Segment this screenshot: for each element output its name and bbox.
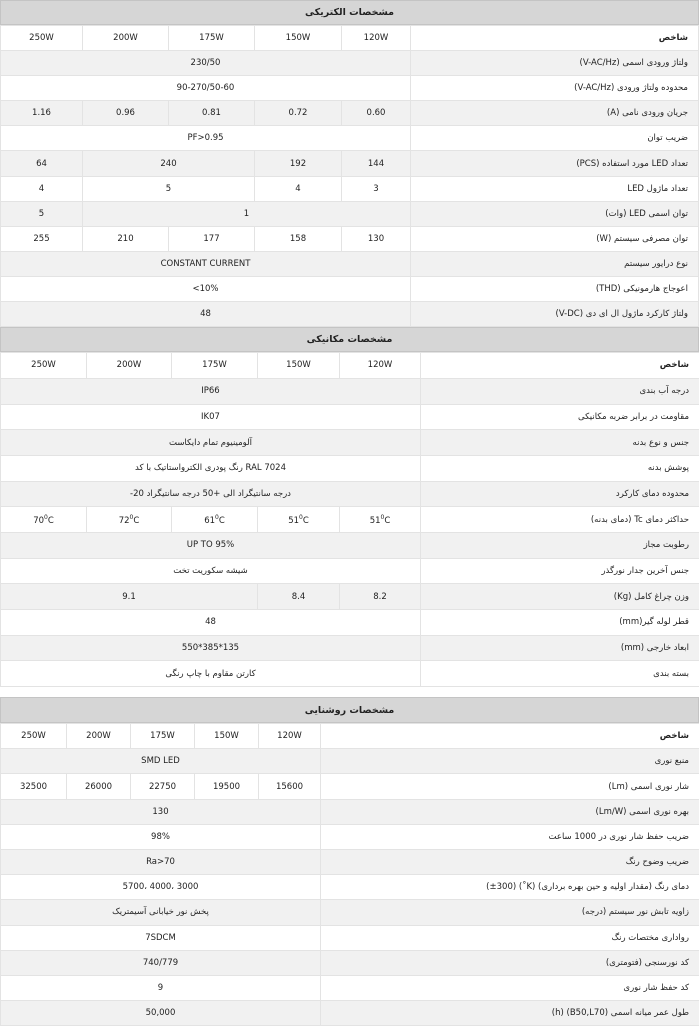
cell-text: 22750 [149,782,176,792]
cell-text: کارتن مقاوم با چاپ رنگی [165,669,255,679]
value-cell [1,455,421,481]
cell-text: 250W [31,360,56,370]
cell-text: 200W [113,33,138,43]
spec-label: زاویه تابش نور سیستم (درجه) [321,900,699,925]
photometric-spec-table [0,723,699,1026]
cell-text: 8.4 [292,592,306,602]
table-row [1,900,699,925]
cell-text: 130 [368,234,384,244]
value-cell [340,507,421,533]
spec-label: محدوده ولتاژ ورودی (V-AC/Hz) [411,76,699,101]
column-header-cell [87,353,172,379]
cell-text: 4 [295,184,300,194]
table-row [1,875,699,900]
temperature-unit: C [48,516,54,526]
temperature-unit: C [133,516,139,526]
table-row [1,176,699,201]
value-cell [1,661,421,687]
cell-text: 250W [29,33,54,43]
table-row [1,201,699,226]
table-row [1,481,699,507]
spec-label: کد نورسنجی (فتومتری) [321,950,699,975]
value-cell [1,226,83,251]
degree-superscript: 0 [130,514,134,521]
cell-text: 98% [151,832,170,842]
spec-label: رطوبت مجاز [421,532,699,558]
cell-text: 48 [205,617,216,627]
spec-label: حداکثر دمای Tc (دمای بدنه) [421,507,699,533]
table-row [1,507,699,533]
table-row [1,975,699,1000]
spec-label: درجه آب بندی [421,378,699,404]
table-row [1,661,699,687]
cell-text: 250W [21,731,46,741]
cell-text: 144 [368,159,384,169]
degree-superscript: 0 [44,514,48,521]
spec-label: پوشش بدنه [421,455,699,481]
table-row [1,925,699,950]
value-cell [259,774,321,799]
spec-label: دمای رنگ (مقدار اولیه و حین بهره برداری) (K˚) (±300) [321,875,699,900]
mechanical-spec-table [0,352,699,687]
value-cell [83,151,255,176]
value-cell [1,850,321,875]
table-row [1,455,699,481]
value-cell [1,610,421,636]
spec-label: مقاومت در برابر ضربه مکانیکی [421,404,699,430]
cell-text: پخش نور خیابانی آسیمتریک [112,907,209,917]
cell-text: 150W [214,731,239,741]
spec-label: توان اسمی LED (وات) [411,201,699,226]
value-cell [1,635,421,661]
spec-label: رواداری مختصات رنگ [321,925,699,950]
value-cell [1,481,421,507]
value-cell [1,774,67,799]
value-cell [1,975,321,1000]
value-cell [87,507,172,533]
table-row [1,226,699,251]
photometric-section [0,697,699,1026]
cell-text: 1 [244,209,249,219]
value-cell [67,774,131,799]
cell-text: 230/50 [191,58,221,68]
value-cell [1,151,83,176]
value-cell [83,201,411,226]
value-cell [169,226,255,251]
column-header-cell [340,353,421,379]
cell-text: CONSTANT CURRENT [161,259,251,269]
spec-label: ابعاد خارجی (mm) [421,635,699,661]
cell-text: 192 [290,159,306,169]
column-header-cell [131,724,195,749]
value-cell [255,176,342,201]
table-row [1,532,699,558]
value-cell [131,774,195,799]
spec-label: تعداد ماژول LED [411,176,699,201]
cell-text: 32500 [20,782,47,792]
table-row [1,151,699,176]
spec-label: جنس آخرین جدار نورگذر [421,558,699,584]
value-cell [1,875,321,900]
table-row [1,610,699,636]
cell-text: 200W [86,731,111,741]
value-cell [1,276,411,301]
cell-text: 210 [117,234,133,244]
column-header-cell [258,353,340,379]
cell-text: 0.72 [289,108,308,118]
cell-text: 50,000 [146,1008,176,1018]
cell-text: 5700، 4000، 3000 [123,882,199,892]
spec-label: بسته بندی [421,661,699,687]
table-row [1,251,699,276]
cell-text: 200W [117,360,142,370]
cell-text: 70 [33,516,44,526]
value-cell [342,176,411,201]
value-cell [169,101,255,126]
temperature-unit: C [219,516,225,526]
value-cell [1,950,321,975]
mechanical-section [0,327,699,687]
table-header-row [1,26,699,51]
cell-text: 48 [200,309,211,319]
value-cell [1,76,411,101]
cell-text: 0.60 [367,108,386,118]
index-header-label: شاخص [411,26,699,51]
spec-label: شار نوری اسمی (Lm) [321,774,699,799]
degree-superscript: 0 [381,514,385,521]
cell-text: 19500 [213,782,240,792]
value-cell [258,507,340,533]
cell-text: 9 [158,983,163,993]
value-cell [1,302,411,327]
spec-label: ضریب وضوح رنگ [321,850,699,875]
cell-text: -20 درجه سانتیگراد الی +50 درجه سانتیگراد [130,489,291,499]
value-cell [258,584,340,610]
degree-superscript: 0 [299,514,303,521]
value-cell [1,101,83,126]
cell-text: 150W [286,360,311,370]
spec-label: وزن چراغ کامل (Kg) [421,584,699,610]
cell-text: UP TO 95% [187,540,235,550]
cell-text: 175W [199,33,224,43]
column-header-cell [342,26,411,51]
cell-text: SMD LED [141,756,180,766]
value-cell [1,251,411,276]
spec-label: قطر لوله گیر(mm) [421,610,699,636]
column-header-cell [255,26,342,51]
value-cell [255,151,342,176]
value-cell [255,226,342,251]
cell-text: 3 [373,184,378,194]
degree-superscript: 0 [215,514,219,521]
table-row [1,584,699,610]
spec-label: بهره نوری اسمی (Lm/W) [321,799,699,824]
spec-label: ضریب حفظ شار نوری در 1000 ساعت [321,824,699,849]
cell-text: 740/779 [143,958,178,968]
cell-text: 1.16 [32,108,51,118]
cell-text: 120W [277,731,302,741]
table-row [1,749,699,774]
cell-text: 5 [39,209,44,219]
cell-text: 4 [39,184,44,194]
table-header-row [1,353,699,379]
value-cell [255,101,342,126]
spec-label: تعداد LED مورد استفاده (PCS) [411,151,699,176]
table-row [1,302,699,327]
value-cell [342,151,411,176]
table-row [1,404,699,430]
index-header-label: شاخص [421,353,699,379]
column-header-cell [83,26,169,51]
spec-label: اعوجاج هارمونیکی (THD) [411,276,699,301]
value-cell [1,824,321,849]
table-row [1,774,699,799]
cell-text: 51 [370,516,381,526]
section-title-photometric: مشخصات روشنایی [0,697,699,723]
value-cell [1,1001,321,1026]
cell-text: 120W [364,33,389,43]
section-title-electrical: مشخصات الکتریکی [0,0,699,25]
value-cell [1,749,321,774]
cell-text: 5 [166,184,171,194]
table-row [1,799,699,824]
column-header-cell [195,724,259,749]
value-cell [195,774,259,799]
table-row [1,558,699,584]
cell-text: 61 [204,516,215,526]
column-header-cell [1,353,87,379]
cell-text: 26000 [85,782,112,792]
cell-text: 64 [36,159,47,169]
cell-text: 90-270/50-60 [177,83,235,93]
value-cell [83,101,169,126]
value-cell [1,507,87,533]
spec-label: منبع نوری [321,749,699,774]
column-header-cell [172,353,258,379]
cell-text: 0.81 [202,108,221,118]
value-cell [1,126,411,151]
value-cell [1,584,258,610]
value-cell [342,101,411,126]
cell-text: رنگ پودری الکترواستاتیک با کد RAL 7024 [135,463,286,473]
value-cell [1,51,411,76]
spec-label: ضریب توان [411,126,699,151]
value-cell [342,226,411,251]
column-header-cell [1,724,67,749]
spec-label: ولتاژ ورودی اسمی (V-AC/Hz) [411,51,699,76]
cell-text: Ra>70 [146,857,175,867]
value-cell [83,176,255,201]
temperature-unit: C [384,516,390,526]
index-header-label: شاخص [321,724,699,749]
table-row [1,850,699,875]
column-header-cell [1,26,83,51]
cell-text: 175W [150,731,175,741]
table-row [1,378,699,404]
value-cell [1,900,321,925]
spec-label: ولتاژ کارکرد ماژول ال ای دی (V-DC) [411,302,699,327]
value-cell [1,558,421,584]
table-row [1,430,699,456]
column-header-cell [259,724,321,749]
table-row [1,51,699,76]
cell-text: 130 [152,807,168,817]
cell-text: 8.2 [373,592,387,602]
value-cell [172,507,258,533]
cell-text: 158 [290,234,306,244]
cell-text: 15600 [276,782,303,792]
table-row [1,126,699,151]
table-row [1,824,699,849]
cell-text: 51 [288,516,299,526]
spec-label: توان مصرفی سیستم (W) [411,226,699,251]
table-row [1,635,699,661]
cell-text: شیشه سکوریت تخت [173,566,247,576]
spec-label: نوع درایور سیستم [411,251,699,276]
temperature-unit: C [303,516,309,526]
value-cell [1,925,321,950]
table-row [1,276,699,301]
spec-label: جنس و نوع بدنه [421,430,699,456]
table-row [1,101,699,126]
table-header-row [1,724,699,749]
cell-text: <10% [192,284,218,294]
cell-text: 0.96 [116,108,135,118]
table-row [1,1001,699,1026]
value-cell [1,201,83,226]
cell-text: 175W [202,360,227,370]
spec-label: محدوده دمای کارکرد [421,481,699,507]
cell-text: 72 [119,516,130,526]
table-row [1,76,699,101]
value-cell [1,404,421,430]
section-title-mechanical: مشخصات مکانیکی [0,327,699,352]
column-header-cell [67,724,131,749]
cell-text: 550*385*135 [182,643,239,653]
cell-text: 255 [33,234,49,244]
value-cell [1,378,421,404]
value-cell [83,226,169,251]
cell-text: IP66 [201,386,219,396]
spec-label: جریان ورودی نامی (A) [411,101,699,126]
table-row [1,950,699,975]
cell-text: 240 [160,159,176,169]
cell-text: 7SDCM [145,933,176,943]
cell-text: IK07 [201,412,220,422]
cell-text: 177 [203,234,219,244]
electrical-spec-table [0,25,699,327]
cell-text: 150W [286,33,311,43]
value-cell [1,799,321,824]
value-cell [1,532,421,558]
spec-label: طول عمر میانه اسمی (B50,L70) (h) [321,1001,699,1026]
value-cell [1,430,421,456]
value-cell [1,176,83,201]
cell-text: 120W [368,360,393,370]
cell-text: 9.1 [122,592,136,602]
electrical-section [0,0,699,327]
cell-text: PF>0.95 [187,133,223,143]
spec-label: کد حفظ شار نوری [321,975,699,1000]
value-cell [340,584,421,610]
column-header-cell [169,26,255,51]
cell-text: آلومینیوم تمام دایکاست [169,438,252,448]
